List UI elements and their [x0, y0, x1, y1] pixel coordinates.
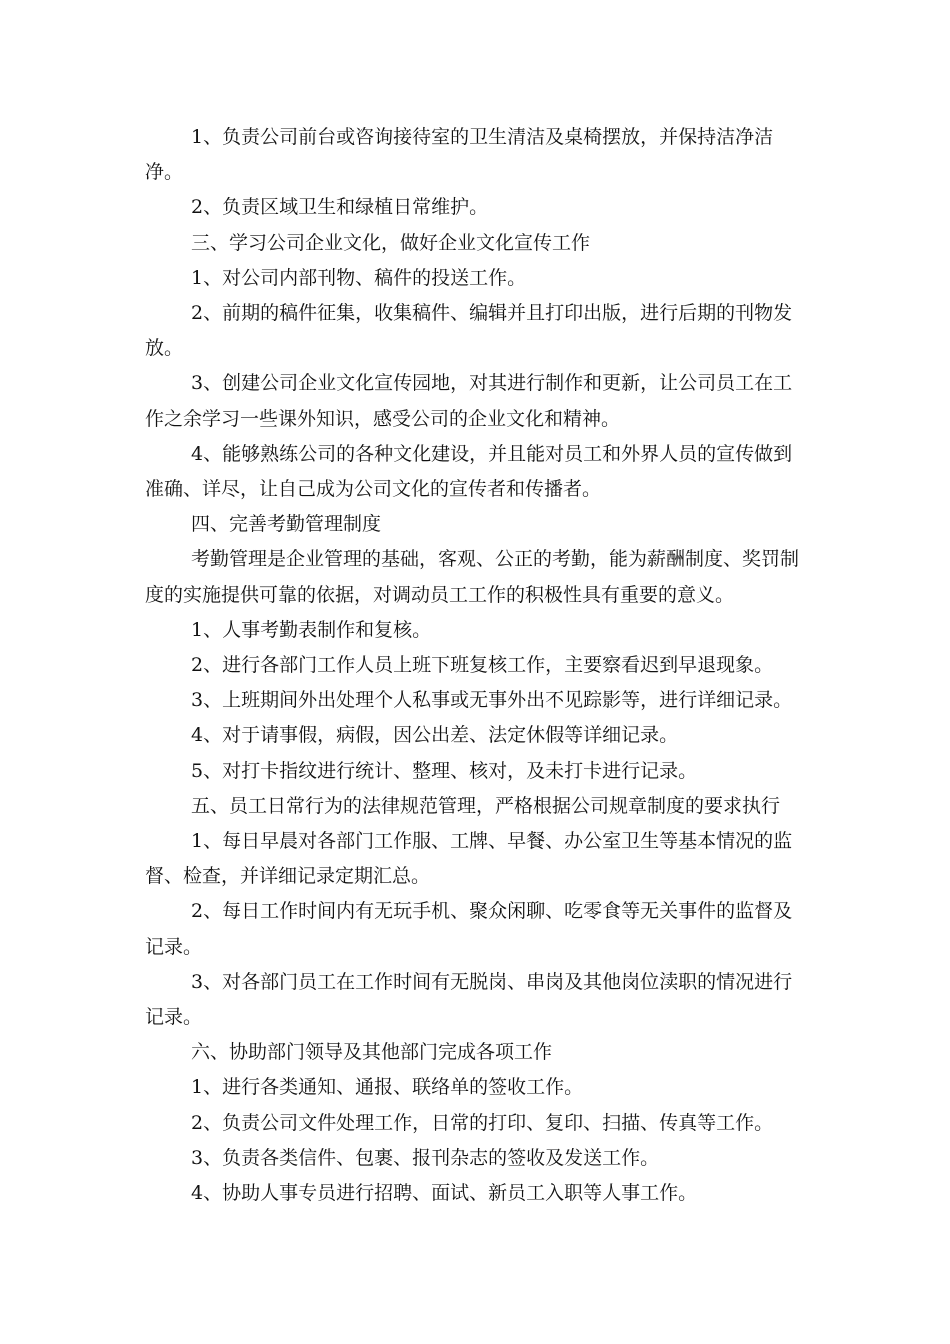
section-heading-5: 五、员工日常行为的法律规范管理，严格根据公司规章制度的要求执行 [191, 794, 781, 817]
paragraph-21: 2、负责公司文件处理工作，日常的打印、复印、扫描、传真等工作。 [191, 1111, 774, 1134]
paragraph-11: 2、进行各部门工作人员上班下班复核工作，主要察看迟到早退现象。 [191, 654, 774, 677]
paragraph-22: 3、负责各类信件、包裹、报刊杂志的签收及发送工作。 [191, 1146, 660, 1169]
paragraph-20: 1、进行各类通知、通报、联络单的签收工作。 [191, 1076, 584, 1099]
paragraph-23: 4、协助人事专员进行招聘、面试、新员工入职等人事工作。 [191, 1182, 698, 1205]
paragraph-12: 3、上班期间外出处理个人私事或无事外出不见踪影等，进行详细记录。 [191, 689, 793, 712]
paragraph-13: 4、对于请事假，病假，因公出差、法定休假等详细记录。 [191, 724, 679, 747]
paragraph-18: 3、对各部门员工在工作时间有无脱岗、串岗及其他岗位渎职的情况进行记录。 [145, 970, 793, 1029]
section-heading-3: 三、学习公司企业文化，做好企业文化宣传工作 [191, 231, 591, 254]
paragraph-14: 5、对打卡指纹进行统计、整理、核对，及未打卡进行记录。 [191, 759, 698, 782]
paragraph-10: 1、人事考勤表制作和复核。 [191, 618, 432, 641]
paragraph-16: 1、每日早晨对各部门工作服、工牌、早餐、办公室卫生等基本情况的监督、检查，并详细记录定期汇总。 [145, 830, 793, 888]
paragraph-2: 2、负责区域卫生和绿植日常维护。 [191, 196, 489, 219]
paragraph-17: 2、每日工作时间内有无玩手机、聚众闲聊、吃零食等无关事件的监督及记录。 [145, 900, 793, 958]
paragraph-7: 4、能够熟练公司的各种文化建设，并且能对员工和外界人员的宣传做到准确、详尽，让自己成为公司文化的宣传者和传播者。 [145, 442, 793, 501]
document-body [145, 120, 810, 1211]
paragraph-5: 2、前期的稿件征集，收集稿件、编辑并且打印出版，进行后期的刊物发放。 [145, 302, 793, 360]
paragraph-1: 1、负责公司前台或咨询接待室的卫生清洁及桌椅摆放，并保持洁净洁净。 [145, 126, 774, 184]
paragraph-4: 1、对公司内部刊物、稿件的投送工作。 [191, 266, 527, 289]
paragraph-6: 3、创建公司企业文化宣传园地，对其进行制作和更新，让公司员工在工作之余学习一些课外知识，感受公司的企业文化和精神。 [145, 372, 793, 430]
section-heading-6: 六、协助部门领导及其他部门完成各项工作 [191, 1041, 553, 1064]
section-heading-4: 四、完善考勤管理制度 [191, 513, 382, 536]
paragraph-9: 考勤管理是企业管理的基础，客观、公正的考勤，能为薪酬制度、奖罚制度的实施提供可靠的依据，对调动员工工作的积极性具有重要的意义。 [145, 548, 800, 606]
